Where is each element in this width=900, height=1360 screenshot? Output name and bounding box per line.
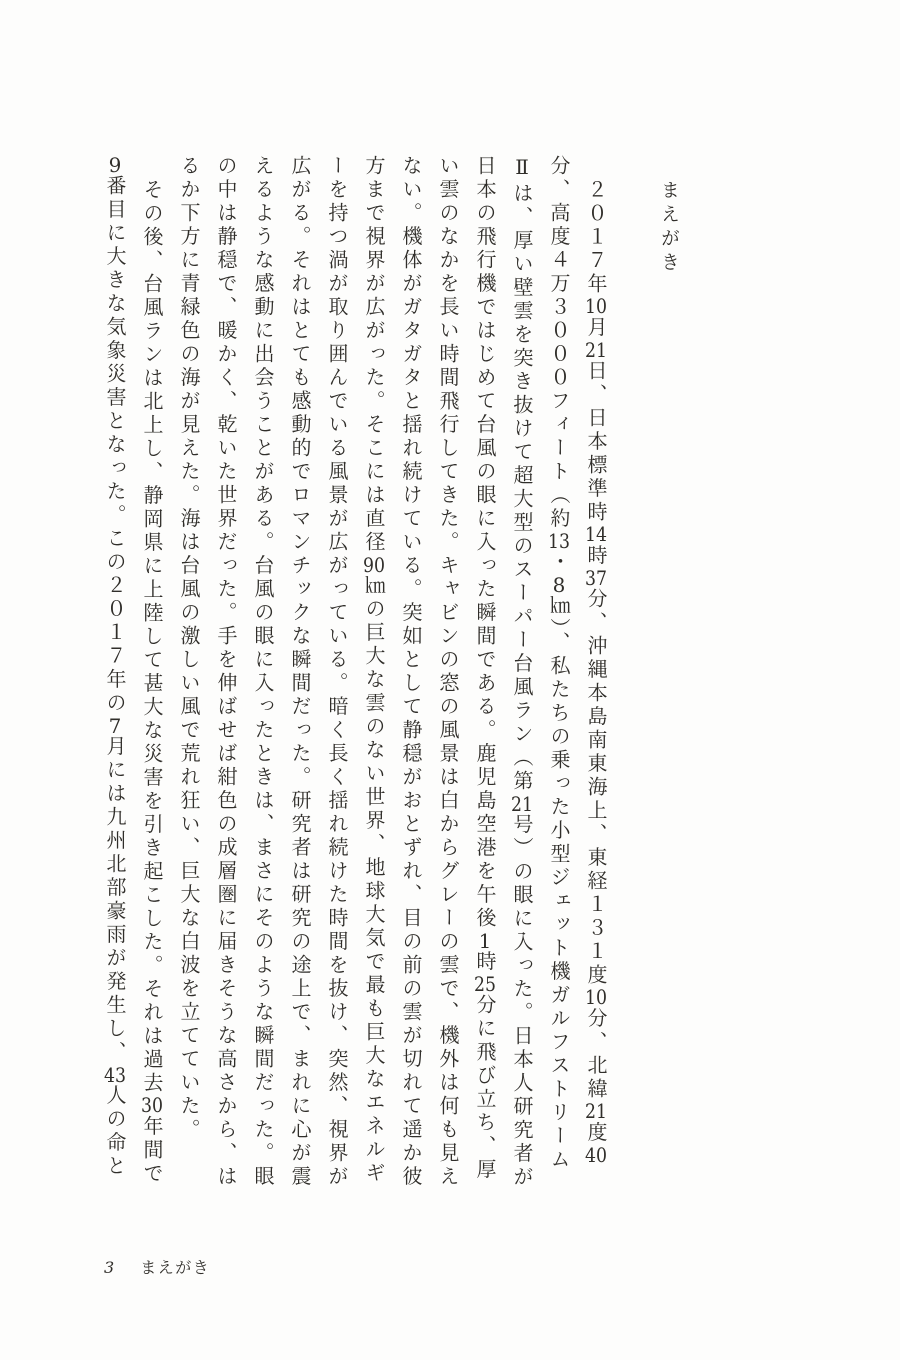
- body-text: [96, 155, 687, 1191]
- tate-chu-yoko-number: 90: [363, 554, 385, 575]
- page-number: 3: [104, 1258, 115, 1277]
- text-run: 番目に大きな気象災害となった。この２０１７年の: [103, 175, 127, 716]
- text-run: 分、高度４万３０００フィート（約: [547, 155, 571, 531]
- tate-chu-yoko-number: 7: [108, 715, 122, 736]
- tate-chu-yoko-number: 21: [585, 1101, 607, 1121]
- tate-chu-yoko-number: 37: [585, 567, 607, 588]
- text-run: ㎞）、私たちの乗った小型ジェット機ガルフストリームⅡは、厚い壁雲を突き抜けて超大型のスーパー台風ラン（第: [510, 155, 571, 1172]
- text-run: 日、日本標準時: [584, 359, 608, 524]
- text-run: 時: [473, 950, 497, 974]
- tate-chu-yoko-number: 9: [108, 155, 122, 175]
- text-run: 月: [584, 316, 608, 340]
- text-run: 年間で: [140, 1115, 164, 1186]
- tate-chu-yoko-number: 40: [585, 1144, 607, 1165]
- text-run: 号）の眼に入った。日本人研究者が日本の飛行機ではじめて台風の眼に入った瞬間である。鹿児島空港を午後: [473, 155, 534, 1190]
- text-run: その後、台風ランは北上し、静岡県に上陸して甚大な災害を引き起こした。それは過去: [140, 178, 164, 1095]
- tate-chu-yoko-number: 13: [548, 531, 570, 551]
- tate-chu-yoko-number: 1: [478, 930, 492, 951]
- text-run: 度: [584, 1121, 608, 1145]
- tate-chu-yoko-number: 30: [141, 1095, 163, 1115]
- page-footer: [104, 1255, 210, 1278]
- paragraph-1: [170, 155, 614, 1191]
- tate-chu-yoko-number: 21: [511, 793, 533, 814]
- text-run: 分、北緯: [584, 1007, 608, 1101]
- tate-chu-yoko-number: 8: [552, 574, 566, 595]
- tate-chu-yoko-number: 43: [104, 1064, 126, 1085]
- paragraph-2: [96, 155, 170, 1191]
- text-run: 人の命と: [103, 1084, 127, 1179]
- tate-chu-yoko-number: 10: [585, 296, 607, 316]
- tate-chu-yoko-number: 14: [585, 524, 607, 544]
- text-run: 分、沖縄本島南東海上、東経１３１度: [584, 587, 608, 987]
- text-run: 分に飛び立ち、厚い雲のなかを長い時間飛行してきた。キャビンの窓の風景は白からグレーの雲で、機外は何も見えない。機体がガタガタと揺れ続けている。突如として静穏がおとずれ、目の前の雲が切れて遥か彼方まで視界が広がった。そこには直径: [362, 155, 497, 1189]
- text-run: ㎞の巨大な雲のない世界、地球大気で最も巨大なエネルギーを持つ渦が取り囲んでいる風景が広がっている。暗く長く揺れ続けた時間を抜け、突然、視界が広がる。それはとても感動的でロマンチックな瞬間だった。研究者は研究の途上で、まれに心が震えるような感動に出会うことがある。台風の眼に入ったときは、まさにそのような瞬間だった。眼の中は静穏で、暖かく、乾いた世界だった。手を伸ばせば紺色の成層圏に届きそうな高さから、はるか下方に青緑色の海が見えた。海は台風の激しい風で荒れ狂い、巨大な白波を立てていた。: [177, 155, 386, 1189]
- text-run: ・: [547, 551, 571, 575]
- tate-chu-yoko-number: 10: [585, 987, 607, 1007]
- text-run: ２０１７年: [584, 178, 608, 296]
- text-run: 月には九州北部豪雨が発生し、: [103, 735, 127, 1065]
- page-title: まえがき: [658, 180, 680, 276]
- tate-chu-yoko-number: 21: [585, 339, 607, 360]
- text-run: 時: [584, 544, 608, 568]
- running-title: まえがき: [140, 1258, 211, 1277]
- tate-chu-yoko-number: 25: [474, 974, 496, 994]
